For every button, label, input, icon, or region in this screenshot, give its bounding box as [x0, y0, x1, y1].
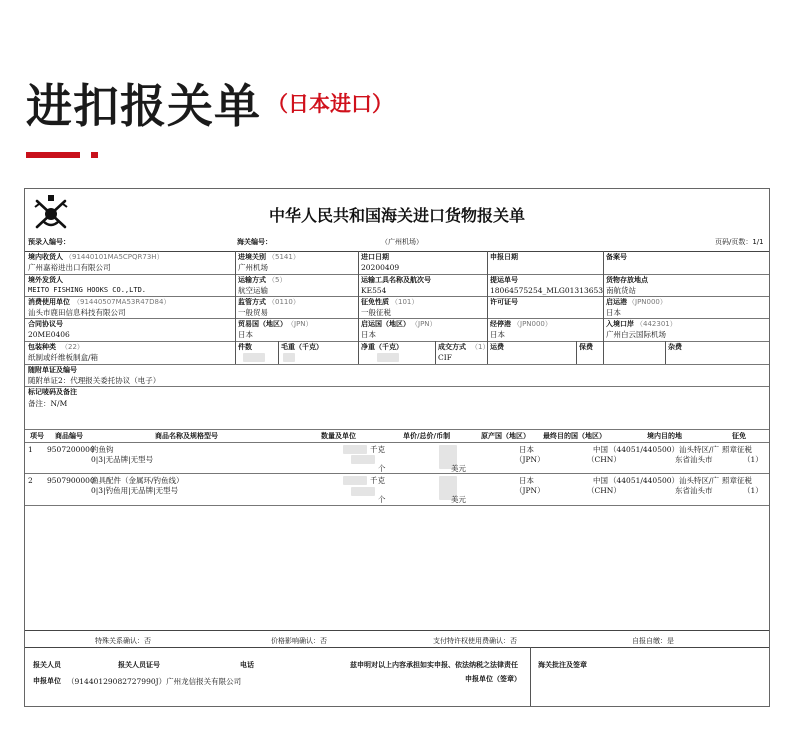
form-rule: [25, 442, 769, 443]
item-dest: 中国: [593, 445, 608, 454]
form-divider: [235, 251, 236, 364]
form-rule: [25, 429, 769, 430]
item-dest-code: （CHN）: [587, 486, 621, 495]
item-unit: 千克: [370, 476, 385, 485]
redacted-qty: [343, 445, 367, 454]
col-price: 单价/总价/币制: [403, 432, 451, 440]
contract-value: 20ME0406: [28, 330, 70, 339]
consignee-label: 境内收货人: [28, 253, 63, 261]
redacted-gross: [283, 353, 295, 362]
item-levy: 照章征税: [722, 476, 752, 485]
contract-label: 合同协议号: [28, 320, 63, 328]
consignee-code: （91440101MA5CPQR73H）: [65, 253, 164, 261]
import-date-label: 进口日期: [361, 253, 389, 261]
vehicle-label: 运输工具名称及航次号: [361, 276, 431, 284]
supervision-label: 监管方式: [238, 298, 266, 306]
levy-nature-value: 一般征税: [361, 308, 391, 317]
vehicle-value: KE554: [361, 286, 387, 295]
col-dest: 最终目的国（地区）: [543, 432, 606, 440]
item-no: 2: [28, 476, 33, 485]
form-rule: [25, 473, 769, 474]
shipper-label: 境外发货人: [28, 276, 63, 284]
user-unit-value: 汕头市鹿田信息科技有限公司: [28, 308, 126, 317]
col-levy: 征免: [732, 432, 746, 440]
pieces-label: 件数: [238, 343, 252, 351]
levy-nature-code: （101）: [391, 298, 419, 306]
attached-docs-value: 随附单证2：代理报关委托协议（电子）: [28, 376, 161, 385]
depart-country-value: 日本: [361, 330, 376, 339]
transport-label: 运输方式: [238, 276, 266, 284]
item-origin-code: （JPN）: [515, 486, 545, 495]
marks-label: 标记唛码及备注: [28, 388, 77, 396]
freight-label: 运费: [490, 343, 504, 351]
form-divider: [278, 341, 279, 364]
preentry-label: 预录入编号：: [28, 238, 70, 246]
form-divider: [603, 251, 604, 364]
redacted-qty2: [351, 455, 375, 464]
item-code: 9507900000: [47, 476, 95, 485]
bill-value: 18064575254_MLG01313653: [490, 286, 604, 295]
via-port-value: 日本: [490, 330, 505, 339]
depart-country-label: 启运国（地区）: [361, 320, 410, 328]
item-currency: 美元: [451, 495, 466, 504]
customs-place: （广州机场）: [381, 238, 423, 246]
entry-point-code: （442301）: [636, 320, 677, 328]
declarant-cert-label: 报关人员证号: [118, 661, 160, 669]
redacted-pieces: [243, 353, 265, 362]
self-declare-confirm: 自报自缴：是: [632, 637, 674, 645]
form-rule: [25, 296, 769, 297]
accent-bar: [26, 152, 80, 158]
col-origin: 原产国（地区）: [481, 432, 530, 440]
trade-country-label: 贸易国（地区）: [238, 320, 287, 328]
user-unit-code: （91440507MA53R47D84）: [73, 298, 171, 306]
attached-docs-label: 随附单证及编号: [28, 366, 77, 374]
phone-label: 电话: [240, 661, 254, 669]
transport-code: （5）: [268, 276, 287, 284]
price-impact-confirm: 价格影响确认：否: [271, 637, 327, 645]
net-weight-label: 净重（千克）: [361, 343, 403, 351]
license-label: 许可证号: [490, 298, 518, 306]
storage-label: 货物存放地点: [606, 276, 648, 284]
document-title: 中华人民共和国海关进口货物报关单: [268, 206, 525, 225]
form-rule: [25, 386, 769, 387]
item-levy: 照章征税: [722, 445, 752, 454]
user-unit-label: 消费使用单位: [28, 298, 70, 306]
entry-port-value: 广州机场: [238, 263, 268, 272]
page-number: 页码/页数：1/1: [715, 238, 764, 246]
form-rule: [25, 274, 769, 275]
item-code: 9507200000: [47, 445, 95, 454]
item-domestic: （44051/440500）汕头特区/广: [609, 445, 720, 454]
form-rule: [25, 505, 769, 506]
item-unit2: 个: [378, 464, 386, 473]
item-dest-code: （CHN）: [587, 455, 621, 464]
declare-unit-sign-label: 申报单位（签章）: [465, 675, 521, 683]
item-no: 1: [28, 445, 33, 454]
col-qty: 数量及单位: [321, 432, 356, 440]
customs-no-label: 海关编号：: [237, 238, 272, 246]
pack-code: （22）: [61, 343, 84, 351]
import-date-value: 20200409: [361, 263, 400, 272]
item-spec: 0|3|钓鱼用|无品牌|无型号: [91, 486, 179, 495]
item-currency: 美元: [451, 464, 466, 473]
item-levy-code: （1）: [743, 486, 763, 495]
item-origin: 日本: [519, 476, 534, 485]
page-subtitle: （日本进口）: [267, 92, 393, 116]
item-unit: 千克: [370, 445, 385, 454]
item-unit2: 个: [378, 495, 386, 504]
redacted-qty: [343, 476, 367, 485]
item-domestic-city: 东省汕头市: [675, 486, 713, 495]
col-domestic: 境内目的地: [647, 432, 682, 440]
shipper-value: MEITO FISHING HOOKS CO.,LTD.: [28, 286, 147, 294]
consignee-value: 广州嘉裕进出口有限公司: [28, 263, 111, 272]
col-name: 商品名称及规格型号: [155, 432, 218, 440]
depart-country-code: （JPN）: [411, 320, 437, 328]
form-divider: [530, 647, 531, 706]
misc-fee-label: 杂费: [668, 343, 682, 351]
legal-statement: 兹申明对以上内容承担如实申报、依法纳税之法律责任: [350, 661, 518, 669]
entry-port-label: 进境关别: [238, 253, 266, 261]
depart-port-label: 启运港: [606, 298, 627, 306]
form-divider: [435, 341, 436, 364]
item-dest: 中国: [593, 476, 608, 485]
entry-point-value: 广州白云国际机场: [606, 330, 666, 339]
royalty-confirm: 支付特许权使用费确认：否: [433, 637, 517, 645]
customs-declaration-form: [24, 188, 770, 707]
insurance-label: 保费: [579, 343, 593, 351]
form-rule: [25, 341, 769, 342]
entry-port-code: （5141）: [268, 253, 300, 261]
form-rule: [25, 647, 769, 648]
declarant-label: 报关人员: [33, 661, 61, 669]
supervision-code: （0110）: [268, 298, 300, 306]
item-domestic: （44051/440500）汕头特区/广: [609, 476, 720, 485]
depart-port-value: 日本: [606, 308, 621, 317]
form-rule: [25, 364, 769, 365]
item-origin: 日本: [519, 445, 534, 454]
transport-value: 航空运输: [238, 286, 268, 295]
gross-weight-label: 毛重（千克）: [281, 343, 323, 351]
record-no-label: 备案号: [606, 253, 627, 261]
customs-approval-label: 海关批注及签章: [538, 661, 587, 669]
item-levy-code: （1）: [743, 455, 763, 464]
form-divider: [576, 341, 577, 364]
declare-date-label: 申报日期: [490, 253, 518, 261]
pack-label: 包装种类: [28, 343, 56, 351]
depart-port-code: （JPN000）: [628, 298, 667, 306]
deal-code: （1）: [471, 343, 490, 351]
item-origin-code: （JPN）: [515, 455, 545, 464]
page-title: 进扣报关单: [26, 79, 261, 133]
bill-label: 提运单号: [490, 276, 518, 284]
col-item-no: 项号: [30, 432, 44, 440]
page-header: [26, 70, 393, 136]
form-rule: [25, 318, 769, 319]
form-rule: [25, 251, 769, 252]
declare-unit-value: （91440129082727990J）广州龙信报关有限公司: [67, 677, 242, 686]
item-spec: 0|3|无品牌|无型号: [91, 455, 154, 464]
form-divider: [358, 251, 359, 364]
form-rule: [25, 630, 769, 631]
redacted-net: [377, 353, 399, 362]
marks-value: 备注：N/M: [28, 399, 68, 408]
storage-value: 南航货站: [606, 286, 636, 295]
item-name: 钓鱼钩: [91, 445, 114, 454]
declare-unit-label: 申报单位: [33, 677, 61, 685]
accent-dot: [91, 152, 98, 158]
special-relation-confirm: 特殊关系确认：否: [95, 637, 151, 645]
redacted-qty2: [351, 487, 375, 496]
levy-nature-label: 征免性质: [361, 298, 389, 306]
form-divider: [665, 341, 666, 364]
deal-label: 成交方式: [438, 343, 466, 351]
via-port-code: （JPN000）: [513, 320, 552, 328]
via-port-label: 经停港: [490, 320, 511, 328]
col-code: 商品编号: [55, 432, 83, 440]
entry-point-label: 入境口岸: [606, 320, 634, 328]
supervision-value: 一般贸易: [238, 308, 268, 317]
item-domestic-city: 东省汕头市: [675, 455, 713, 464]
pack-value: 纸制或纤维板制盒/箱: [28, 353, 99, 362]
trade-country-value: 日本: [238, 330, 253, 339]
deal-value: CIF: [438, 353, 452, 362]
item-name: 渔具配件（金属环/钓鱼线）: [91, 476, 184, 485]
trade-country-code: （JPN）: [287, 320, 313, 328]
